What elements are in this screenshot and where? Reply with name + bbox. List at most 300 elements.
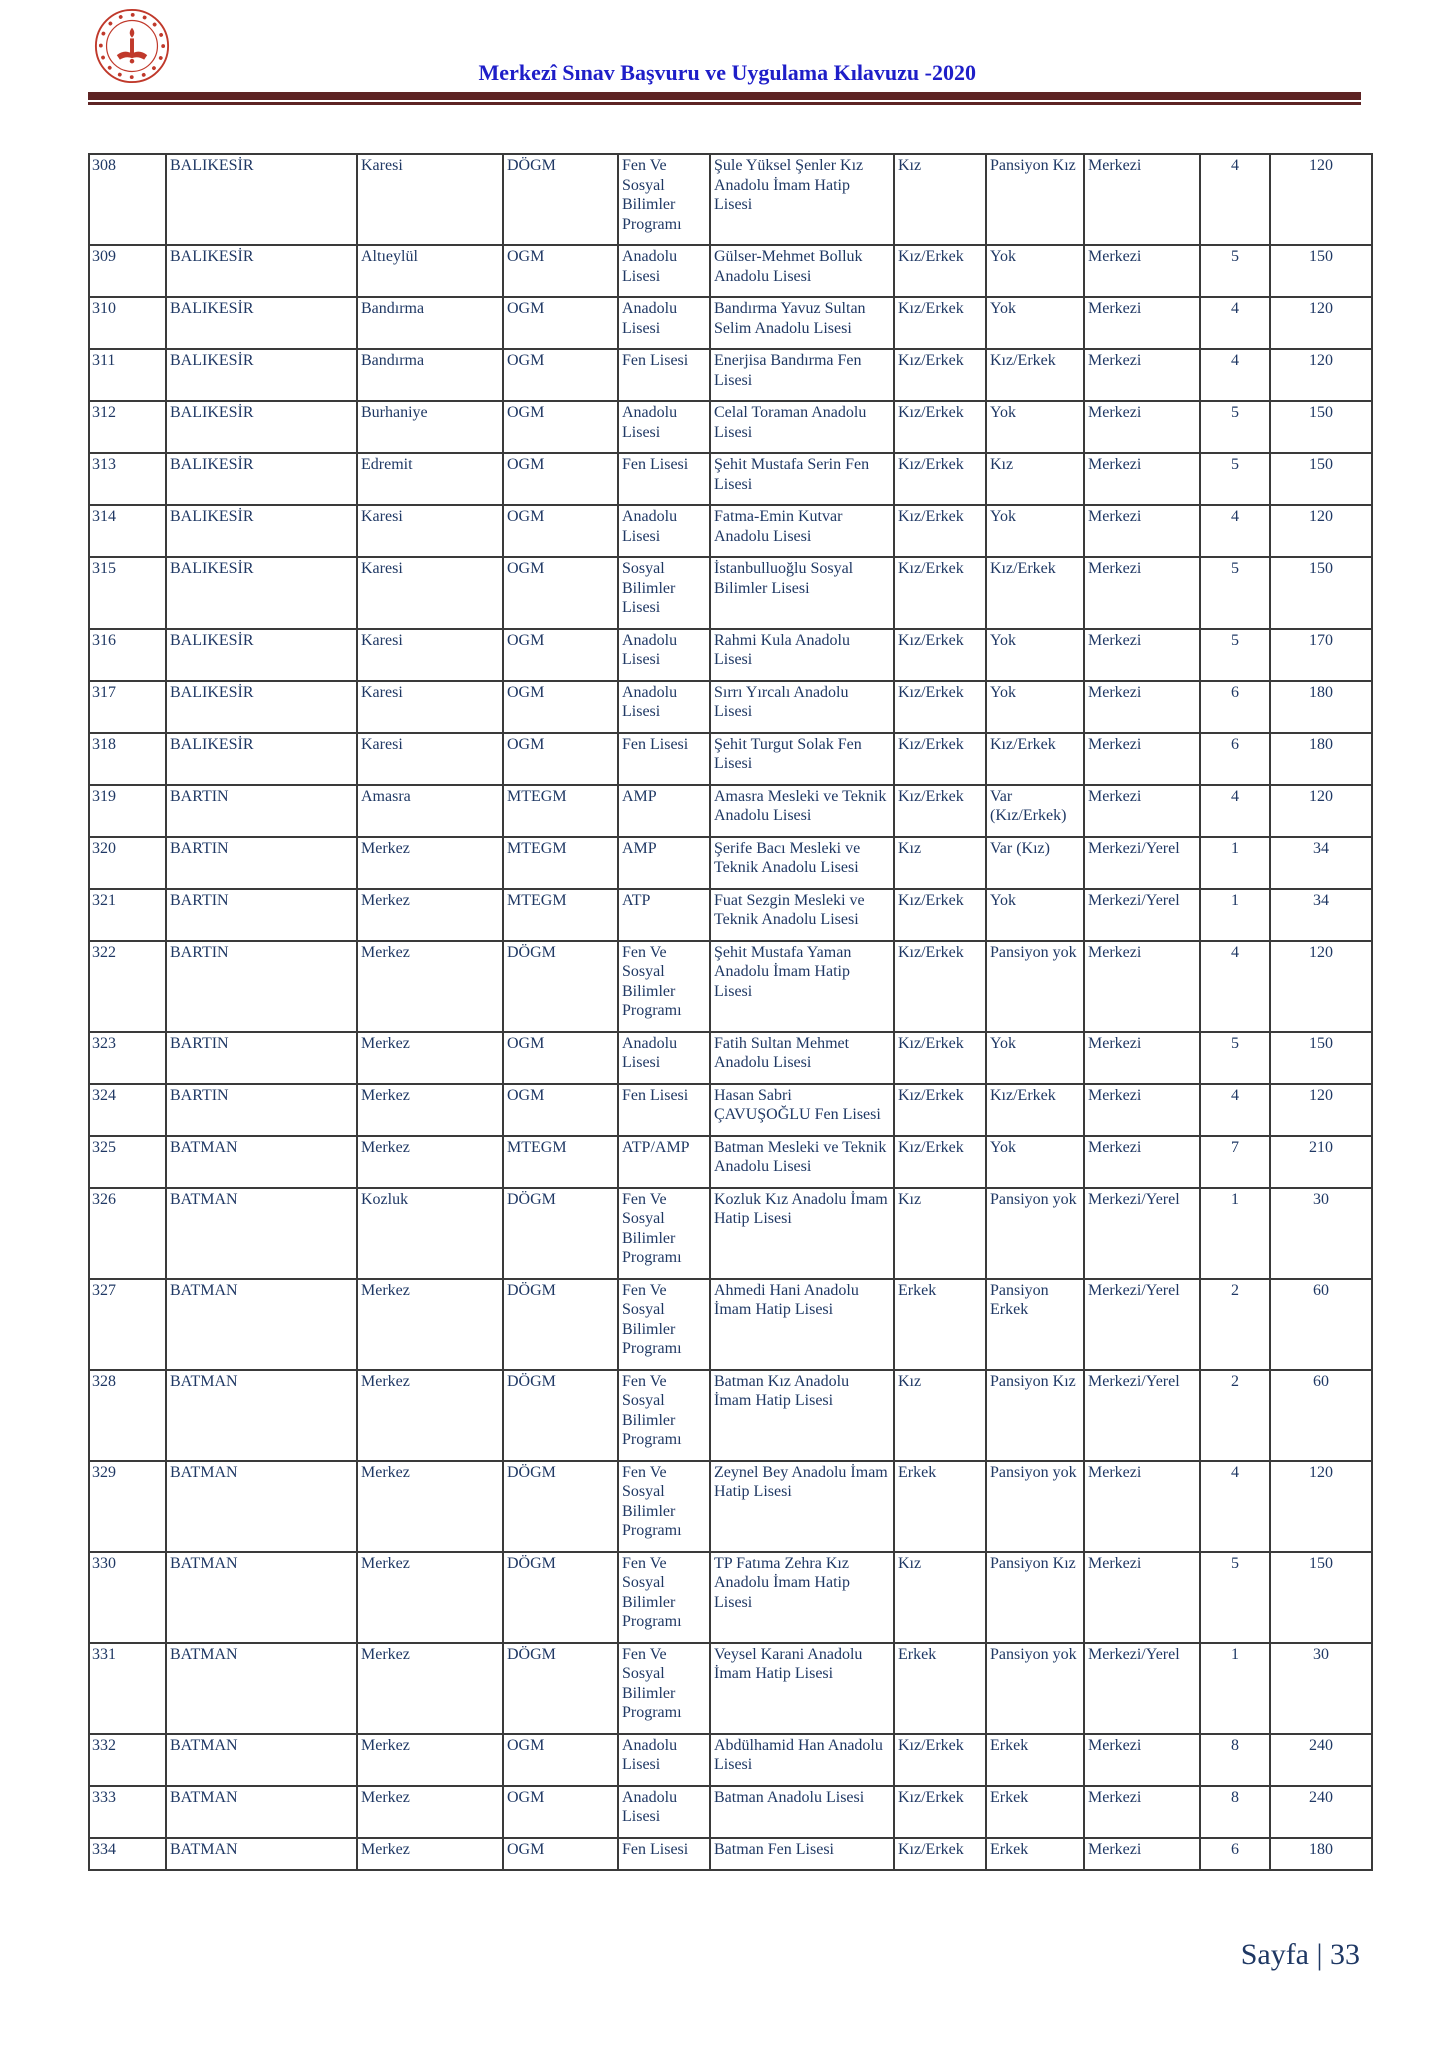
cell-cinsiyet: Kız [894, 1188, 986, 1279]
cell-ilce: Merkez [357, 1552, 503, 1643]
cell-program: AMP [618, 837, 710, 889]
cell-gm: OGM [503, 401, 618, 453]
cell-kontenjan: 210 [1270, 1136, 1372, 1188]
table-row [89, 1279, 1372, 1370]
cell-ilce: Karesi [357, 733, 503, 785]
cell-kapsam: Merkezi [1084, 1461, 1200, 1552]
cell-kapsam: Merkezi [1084, 154, 1200, 245]
cell-kontenjan: 34 [1270, 837, 1372, 889]
cell-kontenjan: 180 [1270, 733, 1372, 785]
cell-no: 324 [89, 1084, 166, 1136]
table-row [89, 245, 1372, 297]
cell-cinsiyet: Kız [894, 837, 986, 889]
table-row [89, 1786, 1372, 1838]
cell-no: 317 [89, 681, 166, 733]
table-row [89, 453, 1372, 505]
cell-sube: 5 [1200, 245, 1270, 297]
cell-pansiyon: Kız/Erkek [986, 349, 1084, 401]
cell-no: 319 [89, 785, 166, 837]
cell-sube: 4 [1200, 505, 1270, 557]
cell-program: Anadolu Lisesi [618, 1786, 710, 1838]
cell-pansiyon: Yok [986, 401, 1084, 453]
cell-program: Fen Ve Sosyal Bilimler Programı [618, 1461, 710, 1552]
cell-kapsam: Merkezi [1084, 401, 1200, 453]
cell-pansiyon: Erkek [986, 1786, 1084, 1838]
cell-il: BATMAN [166, 1838, 357, 1871]
schools-table-body [89, 154, 1372, 1870]
cell-kontenjan: 120 [1270, 1461, 1372, 1552]
cell-program: ATP [618, 889, 710, 941]
cell-okul: Bandırma Yavuz Sultan Selim Anadolu Lisesi [710, 297, 894, 349]
cell-no: 327 [89, 1279, 166, 1370]
cell-pansiyon: Yok [986, 245, 1084, 297]
cell-ilce: Merkez [357, 1643, 503, 1734]
cell-sube: 8 [1200, 1786, 1270, 1838]
table-row [89, 505, 1372, 557]
cell-kapsam: Merkezi [1084, 245, 1200, 297]
cell-il: BALIKESİR [166, 349, 357, 401]
cell-ilce: Kozluk [357, 1188, 503, 1279]
table-row [89, 1552, 1372, 1643]
cell-kapsam: Merkezi [1084, 1032, 1200, 1084]
cell-no: 315 [89, 557, 166, 629]
cell-kapsam: Merkezi/Yerel [1084, 889, 1200, 941]
cell-kontenjan: 150 [1270, 1552, 1372, 1643]
cell-sube: 5 [1200, 629, 1270, 681]
cell-sube: 6 [1200, 733, 1270, 785]
table-row [89, 837, 1372, 889]
cell-program: Anadolu Lisesi [618, 629, 710, 681]
cell-program: Fen Lisesi [618, 453, 710, 505]
cell-sube: 1 [1200, 1188, 1270, 1279]
cell-okul: Hasan Sabri ÇAVUŞOĞLU Fen Lisesi [710, 1084, 894, 1136]
cell-no: 332 [89, 1734, 166, 1786]
cell-kapsam: Merkezi [1084, 1734, 1200, 1786]
table-row [89, 889, 1372, 941]
cell-kapsam: Merkezi/Yerel [1084, 1279, 1200, 1370]
cell-sube: 4 [1200, 941, 1270, 1032]
cell-cinsiyet: Kız [894, 154, 986, 245]
cell-gm: DÖGM [503, 1552, 618, 1643]
cell-cinsiyet: Kız/Erkek [894, 1084, 986, 1136]
cell-okul: Veysel Karani Anadolu İmam Hatip Lisesi [710, 1643, 894, 1734]
cell-no: 328 [89, 1370, 166, 1461]
cell-gm: DÖGM [503, 941, 618, 1032]
cell-gm: OGM [503, 1838, 618, 1871]
cell-program: Fen Ve Sosyal Bilimler Programı [618, 941, 710, 1032]
cell-cinsiyet: Kız/Erkek [894, 733, 986, 785]
cell-il: BALIKESİR [166, 505, 357, 557]
table-row [89, 1461, 1372, 1552]
cell-sube: 1 [1200, 837, 1270, 889]
cell-program: Anadolu Lisesi [618, 1032, 710, 1084]
cell-program: Anadolu Lisesi [618, 1734, 710, 1786]
cell-sube: 4 [1200, 1084, 1270, 1136]
cell-kontenjan: 120 [1270, 1084, 1372, 1136]
cell-okul: Fatma-Emin Kutvar Anadolu Lisesi [710, 505, 894, 557]
cell-program: Fen Lisesi [618, 349, 710, 401]
meb-logo-emblem [94, 8, 170, 89]
cell-pansiyon: Pansiyon yok [986, 1188, 1084, 1279]
cell-cinsiyet: Kız/Erkek [894, 1734, 986, 1786]
cell-pansiyon: Yok [986, 505, 1084, 557]
cell-il: BATMAN [166, 1461, 357, 1552]
cell-kapsam: Merkezi/Yerel [1084, 1188, 1200, 1279]
cell-program: Anadolu Lisesi [618, 681, 710, 733]
cell-ilce: Burhaniye [357, 401, 503, 453]
cell-gm: OGM [503, 1084, 618, 1136]
cell-kapsam: Merkezi/Yerel [1084, 1370, 1200, 1461]
cell-ilce: Merkez [357, 1461, 503, 1552]
cell-il: BARTIN [166, 889, 357, 941]
table-row [89, 401, 1372, 453]
cell-il: BALIKESİR [166, 154, 357, 245]
schools-table [88, 153, 1373, 1871]
cell-ilce: Merkez [357, 1136, 503, 1188]
cell-kapsam: Merkezi [1084, 1136, 1200, 1188]
cell-okul: Amasra Mesleki ve Teknik Anadolu Lisesi [710, 785, 894, 837]
cell-pansiyon: Yok [986, 297, 1084, 349]
cell-ilce: Merkez [357, 889, 503, 941]
cell-okul: Batman Mesleki ve Teknik Anadolu Lisesi [710, 1136, 894, 1188]
cell-sube: 4 [1200, 154, 1270, 245]
cell-il: BARTIN [166, 785, 357, 837]
cell-gm: MTEGM [503, 837, 618, 889]
cell-no: 333 [89, 1786, 166, 1838]
cell-sube: 4 [1200, 785, 1270, 837]
table-row [89, 557, 1372, 629]
cell-pansiyon: Pansiyon Kız [986, 1552, 1084, 1643]
cell-program: AMP [618, 785, 710, 837]
table-row [89, 1734, 1372, 1786]
cell-okul: Şehit Turgut Solak Fen Lisesi [710, 733, 894, 785]
cell-cinsiyet: Kız/Erkek [894, 245, 986, 297]
cell-okul: Gülser-Mehmet Bolluk Anadolu Lisesi [710, 245, 894, 297]
cell-ilce: Merkez [357, 1786, 503, 1838]
cell-kontenjan: 150 [1270, 1032, 1372, 1084]
cell-gm: DÖGM [503, 154, 618, 245]
cell-pansiyon: Kız [986, 453, 1084, 505]
cell-sube: 5 [1200, 401, 1270, 453]
cell-cinsiyet: Kız/Erkek [894, 681, 986, 733]
cell-ilce: Merkez [357, 1084, 503, 1136]
cell-kontenjan: 240 [1270, 1786, 1372, 1838]
cell-kapsam: Merkezi [1084, 505, 1200, 557]
cell-no: 310 [89, 297, 166, 349]
cell-kontenjan: 30 [1270, 1643, 1372, 1734]
cell-program: Fen Lisesi [618, 733, 710, 785]
cell-ilce: Merkez [357, 1279, 503, 1370]
cell-ilce: Merkez [357, 1032, 503, 1084]
cell-gm: DÖGM [503, 1370, 618, 1461]
cell-kapsam: Merkezi [1084, 733, 1200, 785]
cell-sube: 8 [1200, 1734, 1270, 1786]
cell-sube: 5 [1200, 1552, 1270, 1643]
table-row [89, 349, 1372, 401]
cell-kapsam: Merkezi [1084, 1084, 1200, 1136]
cell-kapsam: Merkezi [1084, 297, 1200, 349]
cell-kontenjan: 120 [1270, 297, 1372, 349]
cell-okul: TP Fatıma Zehra Kız Anadolu İmam Hatip Lisesi [710, 1552, 894, 1643]
cell-il: BATMAN [166, 1786, 357, 1838]
cell-okul: Sırrı Yırcalı Anadolu Lisesi [710, 681, 894, 733]
cell-gm: OGM [503, 453, 618, 505]
cell-kontenjan: 120 [1270, 785, 1372, 837]
cell-cinsiyet: Kız/Erkek [894, 785, 986, 837]
cell-gm: OGM [503, 557, 618, 629]
cell-sube: 5 [1200, 1032, 1270, 1084]
cell-program: Fen Ve Sosyal Bilimler Programı [618, 1552, 710, 1643]
cell-no: 321 [89, 889, 166, 941]
cell-gm: MTEGM [503, 1136, 618, 1188]
table-row [89, 154, 1372, 245]
cell-cinsiyet: Kız/Erkek [894, 629, 986, 681]
cell-okul: Abdülhamid Han Anadolu Lisesi [710, 1734, 894, 1786]
cell-il: BATMAN [166, 1734, 357, 1786]
cell-sube: 1 [1200, 889, 1270, 941]
cell-ilce: Bandırma [357, 297, 503, 349]
cell-kontenjan: 60 [1270, 1370, 1372, 1461]
cell-okul: Şerife Bacı Mesleki ve Teknik Anadolu Lisesi [710, 837, 894, 889]
cell-sube: 2 [1200, 1370, 1270, 1461]
cell-okul: Batman Kız Anadolu İmam Hatip Lisesi [710, 1370, 894, 1461]
table-row [89, 733, 1372, 785]
cell-no: 313 [89, 453, 166, 505]
table-row [89, 1084, 1372, 1136]
cell-no: 314 [89, 505, 166, 557]
cell-pansiyon: Yok [986, 889, 1084, 941]
cell-pansiyon: Pansiyon Erkek [986, 1279, 1084, 1370]
cell-okul: Batman Fen Lisesi [710, 1838, 894, 1871]
cell-kapsam: Merkezi [1084, 1552, 1200, 1643]
cell-kontenjan: 120 [1270, 941, 1372, 1032]
cell-pansiyon: Kız/Erkek [986, 733, 1084, 785]
cell-program: Fen Lisesi [618, 1084, 710, 1136]
header-divider [88, 92, 1361, 105]
cell-program: Fen Lisesi [618, 1838, 710, 1871]
cell-gm: OGM [503, 681, 618, 733]
cell-ilce: Karesi [357, 505, 503, 557]
cell-kapsam: Merkezi [1084, 785, 1200, 837]
cell-cinsiyet: Kız/Erkek [894, 889, 986, 941]
cell-gm: OGM [503, 297, 618, 349]
cell-ilce: Merkez [357, 1370, 503, 1461]
cell-il: BALIKESİR [166, 297, 357, 349]
cell-no: 320 [89, 837, 166, 889]
cell-ilce: Merkez [357, 1734, 503, 1786]
cell-program: Fen Ve Sosyal Bilimler Programı [618, 154, 710, 245]
cell-il: BATMAN [166, 1370, 357, 1461]
cell-il: BARTIN [166, 1032, 357, 1084]
cell-gm: OGM [503, 629, 618, 681]
cell-program: Fen Ve Sosyal Bilimler Programı [618, 1188, 710, 1279]
cell-pansiyon: Yok [986, 1136, 1084, 1188]
cell-sube: 4 [1200, 349, 1270, 401]
cell-program: Anadolu Lisesi [618, 505, 710, 557]
cell-cinsiyet: Kız/Erkek [894, 1786, 986, 1838]
table-row [89, 785, 1372, 837]
cell-no: 323 [89, 1032, 166, 1084]
table-row [89, 1136, 1372, 1188]
cell-kapsam: Merkezi [1084, 629, 1200, 681]
cell-pansiyon: Pansiyon yok [986, 1643, 1084, 1734]
cell-il: BARTIN [166, 941, 357, 1032]
cell-okul: Batman Anadolu Lisesi [710, 1786, 894, 1838]
cell-il: BARTIN [166, 837, 357, 889]
cell-ilce: Karesi [357, 154, 503, 245]
cell-no: 334 [89, 1838, 166, 1871]
cell-sube: 6 [1200, 681, 1270, 733]
ministry-emblem-icon [94, 8, 170, 84]
cell-cinsiyet: Kız/Erkek [894, 453, 986, 505]
cell-il: BALIKESİR [166, 453, 357, 505]
cell-cinsiyet: Kız/Erkek [894, 1838, 986, 1871]
cell-program: Anadolu Lisesi [618, 297, 710, 349]
cell-il: BALIKESİR [166, 681, 357, 733]
cell-okul: Kozluk Kız Anadolu İmam Hatip Lisesi [710, 1188, 894, 1279]
cell-gm: DÖGM [503, 1643, 618, 1734]
cell-sube: 7 [1200, 1136, 1270, 1188]
cell-program: ATP/AMP [618, 1136, 710, 1188]
cell-cinsiyet: Kız/Erkek [894, 401, 986, 453]
cell-okul: Şule Yüksel Şenler Kız Anadolu İmam Hatip Lisesi [710, 154, 894, 245]
cell-kontenjan: 30 [1270, 1188, 1372, 1279]
cell-ilce: Amasra [357, 785, 503, 837]
cell-gm: OGM [503, 1032, 618, 1084]
cell-ilce: Karesi [357, 681, 503, 733]
cell-sube: 6 [1200, 1838, 1270, 1871]
cell-kontenjan: 120 [1270, 505, 1372, 557]
cell-cinsiyet: Kız/Erkek [894, 1032, 986, 1084]
cell-il: BALIKESİR [166, 557, 357, 629]
cell-gm: OGM [503, 505, 618, 557]
cell-kapsam: Merkezi [1084, 941, 1200, 1032]
cell-gm: DÖGM [503, 1461, 618, 1552]
cell-kontenjan: 120 [1270, 349, 1372, 401]
cell-program: Sosyal Bilimler Lisesi [618, 557, 710, 629]
cell-cinsiyet: Erkek [894, 1461, 986, 1552]
cell-kapsam: Merkezi [1084, 681, 1200, 733]
cell-gm: OGM [503, 1786, 618, 1838]
cell-ilce: Bandırma [357, 349, 503, 401]
cell-cinsiyet: Kız/Erkek [894, 941, 986, 1032]
cell-cinsiyet: Kız [894, 1552, 986, 1643]
cell-no: 312 [89, 401, 166, 453]
cell-il: BATMAN [166, 1552, 357, 1643]
cell-gm: MTEGM [503, 889, 618, 941]
cell-okul: Şehit Mustafa Serin Fen Lisesi [710, 453, 894, 505]
cell-kontenjan: 150 [1270, 557, 1372, 629]
cell-no: 331 [89, 1643, 166, 1734]
cell-pansiyon: Erkek [986, 1838, 1084, 1871]
cell-okul: Celal Toraman Anadolu Lisesi [710, 401, 894, 453]
cell-cinsiyet: Erkek [894, 1279, 986, 1370]
cell-kapsam: Merkezi [1084, 1786, 1200, 1838]
cell-pansiyon: Yok [986, 681, 1084, 733]
cell-kontenjan: 240 [1270, 1734, 1372, 1786]
cell-no: 326 [89, 1188, 166, 1279]
cell-cinsiyet: Kız [894, 1370, 986, 1461]
cell-pansiyon: Pansiyon yok [986, 941, 1084, 1032]
cell-kontenjan: 180 [1270, 1838, 1372, 1871]
cell-okul: Ahmedi Hani Anadolu İmam Hatip Lisesi [710, 1279, 894, 1370]
table-row [89, 1643, 1372, 1734]
cell-kontenjan: 150 [1270, 401, 1372, 453]
cell-gm: OGM [503, 349, 618, 401]
cell-sube: 4 [1200, 1461, 1270, 1552]
cell-ilce: Merkez [357, 1838, 503, 1871]
cell-okul: Şehit Mustafa Yaman Anadolu İmam Hatip Lisesi [710, 941, 894, 1032]
cell-cinsiyet: Erkek [894, 1643, 986, 1734]
cell-no: 318 [89, 733, 166, 785]
cell-pansiyon: Yok [986, 1032, 1084, 1084]
cell-il: BARTIN [166, 1084, 357, 1136]
table-row [89, 1188, 1372, 1279]
cell-program: Fen Ve Sosyal Bilimler Programı [618, 1279, 710, 1370]
cell-sube: 1 [1200, 1643, 1270, 1734]
cell-ilce: Altıeylül [357, 245, 503, 297]
cell-okul: Fuat Sezgin Mesleki ve Teknik Anadolu Lisesi [710, 889, 894, 941]
cell-cinsiyet: Kız/Erkek [894, 505, 986, 557]
cell-okul: Enerjisa Bandırma Fen Lisesi [710, 349, 894, 401]
cell-program: Fen Ve Sosyal Bilimler Programı [618, 1643, 710, 1734]
cell-il: BATMAN [166, 1643, 357, 1734]
cell-sube: 5 [1200, 557, 1270, 629]
cell-no: 329 [89, 1461, 166, 1552]
cell-pansiyon: Pansiyon Kız [986, 1370, 1084, 1461]
cell-pansiyon: Pansiyon yok [986, 1461, 1084, 1552]
cell-program: Anadolu Lisesi [618, 245, 710, 297]
cell-il: BALIKESİR [166, 245, 357, 297]
cell-pansiyon: Erkek [986, 1734, 1084, 1786]
cell-ilce: Karesi [357, 629, 503, 681]
table-row [89, 681, 1372, 733]
cell-gm: OGM [503, 245, 618, 297]
cell-kontenjan: 150 [1270, 453, 1372, 505]
cell-kontenjan: 180 [1270, 681, 1372, 733]
cell-no: 316 [89, 629, 166, 681]
cell-il: BATMAN [166, 1136, 357, 1188]
cell-pansiyon: Var (Kız/Erkek) [986, 785, 1084, 837]
cell-pansiyon: Var (Kız) [986, 837, 1084, 889]
cell-pansiyon: Kız/Erkek [986, 557, 1084, 629]
cell-il: BATMAN [166, 1279, 357, 1370]
cell-gm: DÖGM [503, 1279, 618, 1370]
cell-cinsiyet: Kız/Erkek [894, 349, 986, 401]
cell-kontenjan: 150 [1270, 245, 1372, 297]
cell-program: Anadolu Lisesi [618, 401, 710, 453]
cell-pansiyon: Yok [986, 629, 1084, 681]
cell-okul: İstanbulluoğlu Sosyal Bilimler Lisesi [710, 557, 894, 629]
cell-sube: 4 [1200, 297, 1270, 349]
cell-il: BALIKESİR [166, 401, 357, 453]
cell-no: 308 [89, 154, 166, 245]
cell-ilce: Merkez [357, 837, 503, 889]
table-row [89, 629, 1372, 681]
page-number: Sayfa | 33 [1240, 1938, 1360, 1971]
cell-cinsiyet: Kız/Erkek [894, 557, 986, 629]
table-row [89, 941, 1372, 1032]
cell-no: 311 [89, 349, 166, 401]
table-row [89, 1838, 1372, 1871]
cell-kapsam: Merkezi [1084, 453, 1200, 505]
cell-cinsiyet: Kız/Erkek [894, 297, 986, 349]
cell-kapsam: Merkezi/Yerel [1084, 1643, 1200, 1734]
cell-cinsiyet: Kız/Erkek [894, 1136, 986, 1188]
cell-okul: Zeynel Bey Anadolu İmam Hatip Lisesi [710, 1461, 894, 1552]
cell-kontenjan: 60 [1270, 1279, 1372, 1370]
cell-kapsam: Merkezi [1084, 557, 1200, 629]
